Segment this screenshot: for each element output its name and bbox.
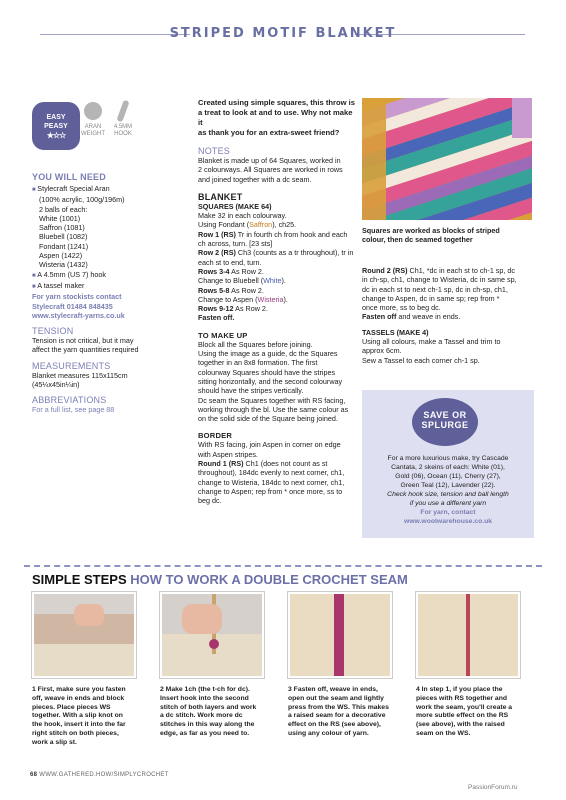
you-will-need-section: YOU WILL NEED ■ Stylecraft Special Aran (100% acrylic, 100g/196m) 2 balls of each: White (1001) Saffron (1081) Bluebell (1082) Fondant (1241) Aspen (1422) Wisteria (1432) ■ A 4.5mm (US 7) hook ■ A tassel maker For yarn stockists contact Stylecraft 01484 848435 www.stylecraft-yarns.co.uk TENSION Tension is not critical, but it may affect the yarn quantities required MEASUREMENTS Blanket measures 115x115cm (45¼x45in¼in) ABBREVIATIONS For a full list, see page 88 (32, 172, 192, 415)
step-1-photo (32, 592, 136, 678)
abbreviations-heading: ABBREVIATIONS (32, 395, 107, 406)
page-title: STRIPED MOTIF BLANKET (169, 26, 397, 41)
step-4-caption: 4 In step 1, if you place the pieces with RS together and work the seam, you'll create a more subtle effect on the RS (see above), with the raised seam on the WS. (416, 686, 513, 737)
yarn-ball-icon (84, 102, 102, 120)
hook-size-label: 4.5MM HOOK (113, 124, 133, 137)
intro-text: Created using simple squares, this throw is a treat to look at and to use. Why not make it as thank you for an extra-sweet friend? (198, 98, 355, 137)
right-column: Round 2 (RS) Ch1, *dc in each st to ch-1 sp, dc in ch-sp, ch1, change to Wisteria, dc in same sp, dc in each st to next ch-1 sp, dc in ch-sp, ch1, change to Aspen, dc in same sp; rep from * once more, ss to beg dc. Fasten off and weave in ends. TASSELS (MAKE 4) Using all colours, make a Tassel and trim to approx 6cm. Sew a Tassel to each corner ch-1 sp. (362, 266, 534, 365)
simple-steps-title: SIMPLE STEPS HOW TO WORK A DOUBLE CROCHET SEAM (32, 572, 408, 587)
make-up-heading: TO MAKE UP (198, 330, 248, 340)
woolwarehouse-link[interactable]: www.woolwarehouse.co.uk (403, 518, 493, 525)
step-1-caption: 1 First, make sure you fasten off, weave in ends and block pieces. Place pieces WS together. With a slip knot on the hook, insert it into the far right stitch on both pieces, work a slip st. (32, 686, 126, 746)
step-2-photo (160, 592, 264, 678)
page-footer (30, 772, 169, 778)
tassels-heading: TASSELS (MAKE 4) (362, 327, 429, 337)
tension-heading: TENSION (32, 326, 74, 337)
border-heading: BORDER (198, 431, 233, 441)
footer-site-link[interactable]: WWW.GATHERED.HOW/SIMPLYCROCHET (39, 772, 169, 778)
hook-item: ■ A 4.5mm (US 7) hook (32, 270, 192, 281)
badge-line1: EASY (46, 114, 66, 121)
save-text: For a more luxurious make, try Cascade Cantata, 2 skeins of each: White (01), Gold (06), Ocean (11), Cherry (27), Green Teal (12), Lavender (22). Check hook size, tension and ball length if you use a different yarn For yarn, contact www.woolwarehouse.co.uk (366, 454, 530, 526)
step-3-caption: 3 Fasten off, weave in ends, open out the seam and lightly press from the WS. This makes a raised seam for a decorative effect on the RS (see above), using any colour of yarn. (288, 686, 389, 737)
middle-column: Created using simple squares, this throw is a treat to look at and to use. Why not make it as thank you for an extra-sweet friend? NOTES Blanket is made up of 64 Squares, worked in 2 colourways. All Squares are worked in rows and joined together with a dc seam. BLANKET SQUARES (MAKE 64) Make 32 in each colourway. Using Fondant (Saffron), ch25. Row 1 (RS) Tr in fourth ch from hook and each ch across, turn. [23 sts] Row 2 (RS) Ch3 (counts as a tr throughout), tr in each st to end, turn. Rows 3-4 As Row 2. Change to Bluebell (White). Rows 5-8 As Row 2. Change to Aspen (Wisteria). Rows 9-12 As Row 2. Fasten off. TO MAKE UP Block all the Squares before joining. Using the image as a guide, dc the Squares together in an 8x8 formation. The first colourway Squares should have the stripes sitting horizontally, and the second colourway should have the stripes vertically. Dc seam the Squares together with RS facing, working through the bl. Use the same colour as on the solid side of the Square being joined. BORDER With RS facing, join Aspen in corner on edge with Aspen stripes. Round 1 (RS) Ch1 (does not count as st throughout), 184dc evenly to next corner, ch1, change to Wisteria, 184dc to next corner, ch1, change to Aspen; rep from * once more, ss to beg dc. (198, 98, 355, 506)
colour-list: White (1001) Saffron (1081) Bluebell (1082) Fondant (1241) Aspen (1422) Wisteria (1432) (39, 213, 89, 270)
abbreviations-note: For a full list, see page 88 (32, 405, 115, 415)
difficulty-badge (32, 102, 80, 150)
watermark: PassionForum.ru (468, 784, 518, 791)
badge-line2: PEASY (44, 123, 68, 130)
step-4-photo (416, 592, 520, 678)
yarn-weight-label: ARAN WEIGHT (81, 124, 105, 137)
page-number: 68 (30, 772, 38, 778)
stockist-link[interactable]: www.stylecraft-yarns.co.uk (32, 310, 125, 320)
measurements-heading: MEASUREMENTS (32, 360, 111, 371)
tassel-item: ■ A tassel maker (32, 281, 192, 292)
yarn-item: ■ Stylecraft Special Aran (32, 184, 192, 195)
you-will-need-heading: YOU WILL NEED (32, 172, 106, 182)
blanket-photo (362, 98, 532, 220)
save-or-splurge-badge: SAVE OR SPLURGE (412, 398, 478, 446)
step-3-photo (288, 592, 392, 678)
crochet-hook-icon (116, 100, 129, 123)
notes-heading: NOTES (198, 146, 231, 156)
photo-caption: Squares are worked as blocks of striped colour, then dc seamed together (362, 226, 500, 245)
star-rating-icon: ★☆☆ (46, 131, 66, 140)
blanket-heading: BLANKET (198, 191, 243, 202)
step-2-caption: 2 Make 1ch (the t-ch for dc). Insert hook into the second stitch of both layers and work a dc stitch. Work more dc stitches in this way along the edge, as far as you need to. (160, 686, 257, 737)
